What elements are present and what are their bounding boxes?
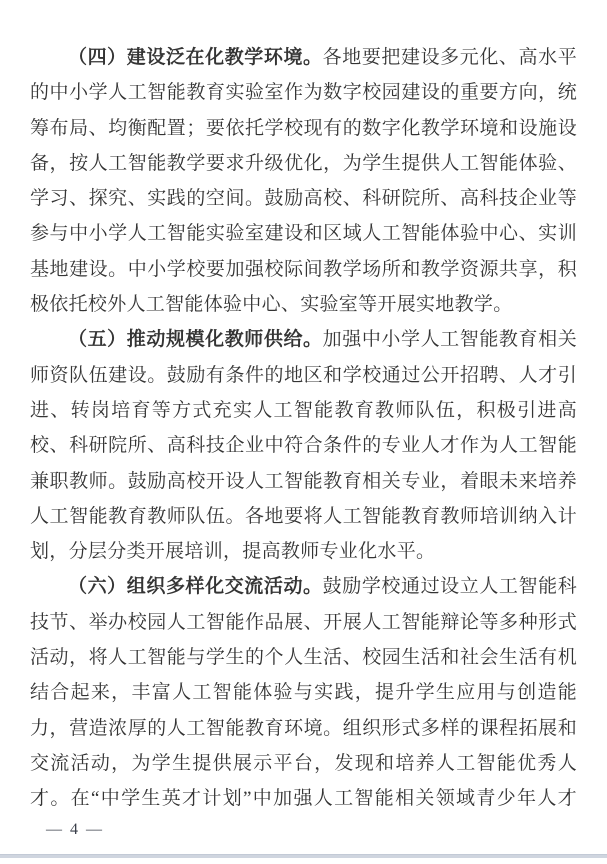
text-run: 各地要把建设多元化、高水平 bbox=[322, 47, 577, 68]
text-line: 学习、探究、实践的空间。鼓励高校、科研院所、高科技企业等 bbox=[30, 188, 577, 210]
text-line: 筹布局、均衡配置；要依托学校现有的数字化教学环境和设施设 bbox=[30, 117, 577, 139]
text-line: 备，按人工智能教学要求升级优化，为学生提供人工智能体验、 bbox=[30, 152, 577, 174]
text-line: 兼职教师。鼓励高校开设人工智能教育相关专业，着眼未来培养 bbox=[30, 470, 577, 492]
text-line: 才。在“中学生英才计划”中加强人工智能相关领域青少年人才 bbox=[30, 788, 577, 810]
section-4-heading: （四）建设泛在化教学环境。 bbox=[68, 47, 323, 68]
text-line: 结合起来，丰富人工智能体验与实践，提升学生应用与创造能 bbox=[30, 682, 577, 704]
page-number: — 4 — bbox=[46, 821, 104, 838]
text-line: 技节、举办校园人工智能作品展、开展人工智能辩论等多种形式 bbox=[30, 611, 577, 633]
text-line: 极依托校外人工智能体验中心、实验室等开展实地教学。 bbox=[30, 294, 513, 316]
text-line bbox=[30, 322, 577, 357]
section-5-heading: （五）推动规模化教师供给。 bbox=[68, 329, 323, 351]
page-separator bbox=[0, 854, 607, 858]
text-line: 活动，将人工智能与学生的个人生活、校园生活和社会生活有机 bbox=[30, 647, 577, 669]
text-line: 校、科研院所、高科技企业中符合条件的专业人才作为人工智能 bbox=[30, 435, 577, 457]
paragraph-5 bbox=[30, 322, 577, 569]
text-line: 的中小学人工智能教育实验室作为数字校园建设的重要方向，统 bbox=[30, 82, 577, 104]
document-text-block bbox=[30, 40, 577, 817]
text-line: 师资队伍建设。鼓励有条件的地区和学校通过公开招聘、人才引 bbox=[30, 364, 577, 386]
text-run: 鼓励学校通过设立人工智能科 bbox=[322, 576, 577, 598]
text-line: 划，分层分类开展培训，提高教师专业化水平。 bbox=[30, 541, 436, 563]
text-line: 力，营造浓厚的人工智能教育环境。组织形式多样的课程拓展和 bbox=[30, 717, 577, 739]
paragraph-4 bbox=[30, 40, 577, 322]
paragraph-6 bbox=[30, 569, 577, 816]
section-6-heading: （六）组织多样化交流活动。 bbox=[68, 576, 323, 598]
text-line bbox=[30, 569, 577, 604]
text-line: 参与中小学人工智能实验室建设和区域人工智能体验中心、实训 bbox=[30, 223, 577, 245]
text-run: 加强中小学人工智能教育相关 bbox=[322, 329, 577, 351]
text-line: 基地建设。中小学校要加强校际间教学场所和教学资源共享，积 bbox=[30, 258, 577, 280]
text-line: 进、转岗培育等方式充实人工智能教育教师队伍，积极引进高 bbox=[30, 399, 577, 421]
text-line bbox=[30, 40, 577, 75]
text-line: 交流活动，为学生提供展示平台，发现和培养人工智能优秀人 bbox=[30, 752, 577, 774]
text-line: 人工智能教育教师队伍。各地要将人工智能教育教师培训纳入计 bbox=[30, 505, 577, 527]
